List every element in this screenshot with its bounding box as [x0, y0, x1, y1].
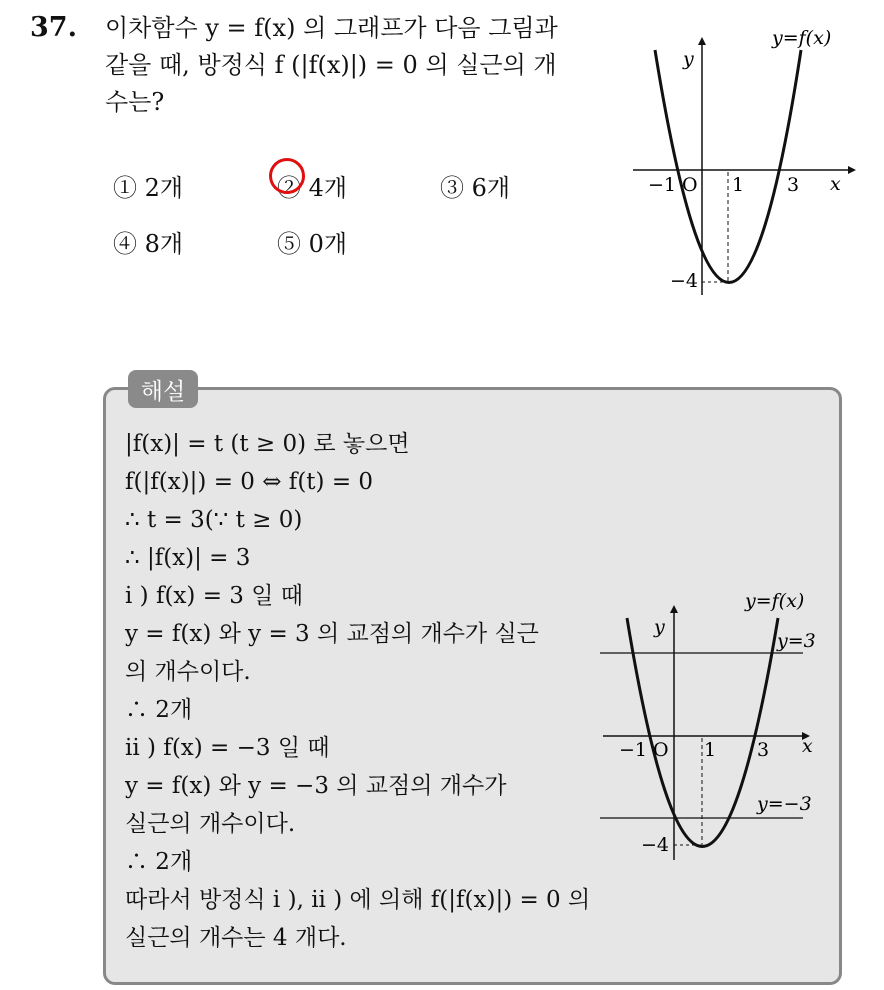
solution-line: y = f(x) 와 y = 3 의 교점의 개수가 실근 [125, 621, 539, 647]
solution-line: 실근의 개수이다. [125, 811, 296, 837]
parabola-curve [627, 618, 778, 847]
tick-label: −1 [619, 739, 648, 761]
choice-2[interactable]: ② 4개 [277, 174, 348, 202]
solution-tag: 해설 [128, 370, 198, 408]
tick-label: 3 [787, 174, 800, 196]
choice-4[interactable]: ④ 8개 [113, 230, 184, 258]
solution-line: ∴ 2개 [125, 697, 193, 723]
parabola-curve [655, 50, 801, 283]
solution-line: 의 개수이다. [125, 659, 251, 685]
y-axis-arrow [670, 605, 678, 613]
solution-line: 따라서 방정식 i ), ii ) 에 의해 f(|f(x)|) = 0 의 [125, 887, 591, 913]
question-line: 이차함수 y = f(x) 의 그래프가 다음 그림과 [105, 14, 558, 42]
question-number: 37. [30, 12, 77, 43]
solution-line: f(|f(x)|) = 0 ⇔ f(t) = 0 [125, 469, 374, 495]
origin-label: O [653, 739, 669, 761]
tick-label: −4 [641, 834, 670, 856]
line-label-bottom: y=−3 [757, 793, 812, 815]
solution-line: i ) f(x) = 3 일 때 [125, 583, 303, 609]
choice-3[interactable]: ③ 6개 [440, 174, 511, 202]
solution-line: |f(x)| = t (t ≥ 0) 로 놓으면 [125, 431, 410, 457]
choice-1[interactable]: ① 2개 [113, 174, 184, 202]
solution-line: ii ) f(x) = −3 일 때 [125, 735, 330, 761]
y-axis-label: y [654, 616, 665, 638]
solution-line: 실근의 개수는 4 개다. [125, 925, 347, 951]
line-label-top: y=3 [777, 630, 816, 652]
tick-label: −4 [670, 270, 699, 292]
x-axis-label: x [830, 173, 841, 195]
choice-5[interactable]: ⑤ 0개 [277, 230, 348, 258]
tick-label: 3 [757, 739, 770, 761]
solution-line: ∴ |f(x)| = 3 [125, 545, 251, 571]
solution-graph [595, 585, 835, 860]
question-text [105, 10, 625, 121]
question-line: 수는? [105, 88, 165, 116]
x-axis-arrow [848, 166, 856, 174]
solution-text [125, 425, 665, 957]
origin-label: O [682, 174, 698, 196]
y-axis-arrow [698, 37, 706, 45]
tick-label: −1 [648, 174, 677, 196]
y-axis-label: y [683, 48, 694, 70]
solution-line: ∴ 2개 [125, 849, 193, 875]
tick-label: 1 [704, 739, 717, 761]
function-label: y=f(x) [772, 27, 832, 49]
function-label: y=f(x) [745, 590, 805, 612]
function-graph [620, 20, 860, 300]
question-line: 같을 때, 방정식 f (|f(x)|) = 0 의 실근의 개 [105, 51, 557, 79]
tick-label: 1 [732, 174, 745, 196]
x-axis-label: x [802, 735, 813, 757]
solution-line: ∴ t = 3(∵ t ≥ 0) [125, 507, 303, 533]
solution-line: y = f(x) 와 y = −3 의 교점의 개수가 [125, 773, 507, 799]
